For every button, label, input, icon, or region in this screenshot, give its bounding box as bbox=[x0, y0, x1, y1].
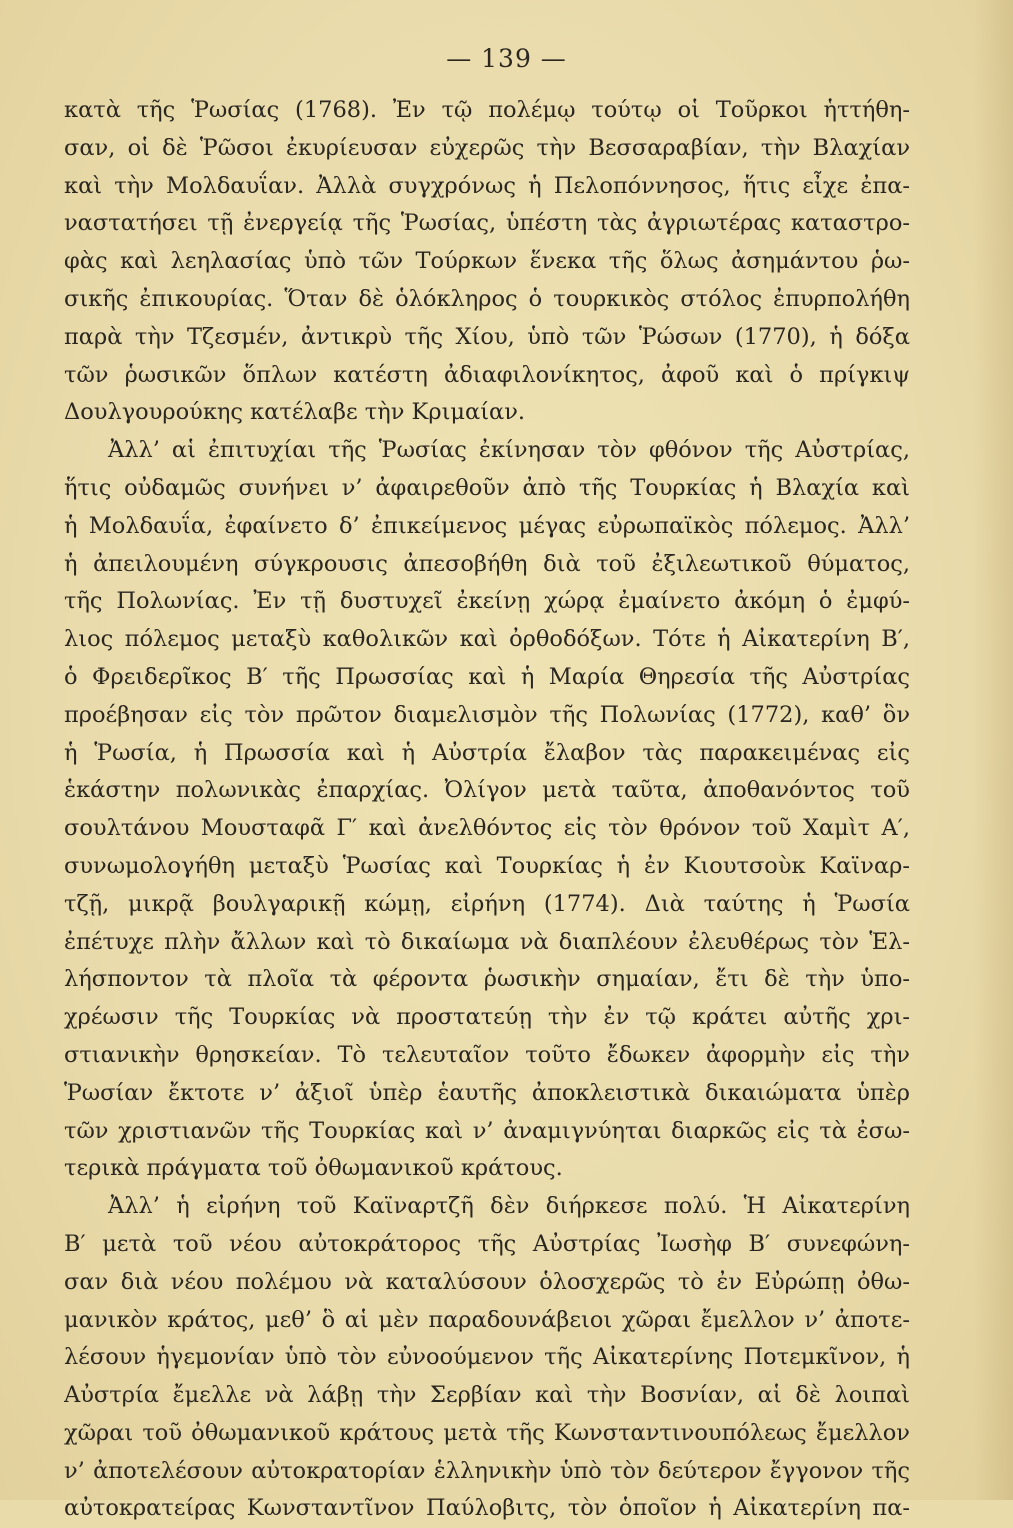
text-line: Ἀλλ’ αἱ ἐπιτυχίαι τῆς Ῥωσίας ἐκίνησαν τὸν φθόνον τῆς Αὐστρίας, bbox=[108, 437, 910, 464]
text-line: ἡ ἀπειλουμένη σύγκρουσις ἀπεσοβήθη διὰ τοῦ ἐξιλεωτικοῦ θύματος, bbox=[64, 550, 910, 577]
text-line: ἡ Ῥωσία, ἡ Πρωσσία καὶ ἡ Αὐστρία ἔλαβον τὰς παρακειμένας εἰς bbox=[64, 739, 910, 766]
text-line: στιανικὴν θρησκείαν. Τὸ τελευταῖον τοῦτο ἔδωκεν ἀφορμὴν εἰς τὴν bbox=[64, 1041, 910, 1068]
text-line: σαν διὰ νέου πολέμου νὰ καταλύσουν ὁλοσχερῶς τὸ ἐν Εὐρώπῃ ὀθω- bbox=[64, 1268, 910, 1295]
text-line: καὶ τὴν Μολδαυΐαν. Ἀλλὰ συγχρόνως ἡ Πελοπόννησος, ἥτις εἶχε ἐπα- bbox=[64, 172, 910, 199]
text-line: Ῥωσίαν ἔκτοτε ν’ ἀξιοῖ ὑπὲρ ἑαυτῆς ἀποκλειστικὰ δικαιώματα ὑπὲρ bbox=[64, 1079, 910, 1106]
text-line: ναστατήσει τῇ ἐνεργείᾳ τῆς Ῥωσίας, ὑπέστη τὰς ἀγριωτέρας καταστρο- bbox=[64, 210, 910, 237]
text-line: τερικὰ πράγματα τοῦ ὀθωμανικοῦ κράτους. bbox=[64, 1155, 563, 1182]
text-line: συνωμολογήθη μεταξὺ Ῥωσίας καὶ Τουρκίας ἡ ἐν Κιουτσοὺκ Καϊναρ- bbox=[64, 852, 910, 879]
text-line: χρέωσιν τῆς Τουρκίας νὰ προστατεύῃ τὴν ἐν τῷ κράτει αὐτῆς χρι- bbox=[64, 1004, 910, 1031]
text-line: Β′ μετὰ τοῦ νέου αὐτοκράτορος τῆς Αὐστρίας Ἰωσὴφ Β′ συνεφώνη- bbox=[64, 1230, 910, 1257]
text-line: ἑκάστην πολωνικὰς ἐπαρχίας. Ὀλίγον μετὰ ταῦτα, ἀποθανόντος τοῦ bbox=[64, 777, 910, 804]
text-line: λιος πόλεμος μεταξὺ καθολικῶν καὶ ὀρθοδόξων. Τότε ἡ Αἰκατερίνη Β′, bbox=[64, 626, 910, 653]
text-line: λήσποντον τὰ πλοῖα τὰ φέροντα ῥωσικὴν σημαίαν, ἔτι δὲ τὴν ὑπο- bbox=[64, 966, 910, 993]
text-line: τζῇ, μικρᾷ βουλγαρικῇ κώμῃ, εἰρήνη (1774). Διὰ ταύτης ἡ Ῥωσία bbox=[64, 890, 910, 917]
text-line: χῶραι τοῦ ὀθωμανικοῦ κράτους μετὰ τῆς Κωνσταντινουπόλεως ἔμελλον bbox=[64, 1419, 910, 1446]
text-line: τῶν ῥωσικῶν ὅπλων κατέστη ἀδιαφιλονίκητος, ἀφοῦ καὶ ὁ πρίγκιψ bbox=[64, 361, 910, 388]
text-line: αὐτοκρατείρας Κωνσταντῖνον Παύλοβιτς, τὸν ὁποῖον ἡ Αἰκατερίνη πα- bbox=[64, 1495, 910, 1522]
page-edge-shadow bbox=[973, 0, 1013, 1500]
text-line: λέσουν ἡγεμονίαν ὑπὸ τὸν εὐνοούμενον τῆς Αἰκατερίνης Ποτεμκῖνον, ἡ bbox=[64, 1344, 910, 1371]
text-line: ν’ ἀποτελέσουν αὐτοκρατορίαν ἑλληνικὴν ὑπὸ τὸν δεύτερον ἔγγονον τῆς bbox=[64, 1457, 910, 1484]
body-text bbox=[64, 92, 910, 1528]
page-number: — 139 — bbox=[446, 44, 567, 73]
text-line: σικῆς ἐπικουρίας. Ὅταν δὲ ὁλόκληρος ὁ τουρκικὸς στόλος ἐπυρπολήθη bbox=[64, 285, 910, 312]
text-line: παρὰ τὴν Τζεσμέν, ἀντικρὺ τῆς Χίου, ὑπὸ τῶν Ῥώσων (1770), ἡ δόξα bbox=[64, 323, 910, 350]
text-line: σαν, οἱ δὲ Ῥῶσοι ἐκυρίευσαν εὐχερῶς τὴν Βεσσαραβίαν, τὴν Βλαχίαν bbox=[64, 134, 910, 161]
text-line: ἥτις οὐδαμῶς συνήνει ν’ ἀφαιρεθοῦν ἀπὸ τῆς Τουρκίας ἡ Βλαχία καὶ bbox=[64, 474, 910, 501]
text-line: τῶν χριστιανῶν τῆς Τουρκίας καὶ ν’ ἀναμιγνύηται διαρκῶς εἰς τὰ ἐσω- bbox=[64, 1117, 910, 1144]
text-line: Δουλγουρούκης κατέλαβε τὴν Κριμαίαν. bbox=[64, 399, 526, 426]
text-line: ὁ Φρειδερῖκος Β′ τῆς Πρωσσίας καὶ ἡ Μαρία Θηρεσία τῆς Αὐστρίας bbox=[64, 663, 910, 690]
text-line: σουλτάνου Μουσταφᾶ Γ′ καὶ ἀνελθόντος εἰς τὸν θρόνον τοῦ Χαμὶτ Α′, bbox=[64, 815, 910, 842]
text-line: ἐπέτυχε πλὴν ἄλλων καὶ τὸ δικαίωμα νὰ διαπλέουν ἐλευθέρως τὸν Ἑλ- bbox=[64, 928, 910, 955]
text-line: μανικὸν κράτος, μεθ’ ὃ αἱ μὲν παραδουνάβειοι χῶραι ἔμελλον ν’ ἀποτε- bbox=[64, 1306, 910, 1333]
text-line: Αὐστρία ἔμελλε νὰ λάβῃ τὴν Σερβίαν καὶ τὴν Βοσνίαν, αἱ δὲ λοιπαὶ bbox=[64, 1382, 910, 1409]
text-line: ἡ Μολδαυΐα, ἐφαίνετο δ’ ἐπικείμενος μέγας εὐρωπαϊκὸς πόλεμος. Ἀλλ’ bbox=[64, 512, 910, 539]
text-line: Ἀλλ’ ἡ εἰρήνη τοῦ Καϊναρτζῆ δὲν διήρκεσε πολύ. Ἡ Αἰκατερίνη bbox=[108, 1193, 910, 1220]
text-line: φὰς καὶ λεηλασίας ὑπὸ τῶν Τούρκων ἕνεκα τῆς ὅλως ἀσημάντου ῥω- bbox=[64, 248, 910, 275]
text-line: προέβησαν εἰς τὸν πρῶτον διαμελισμὸν τῆς Πολωνίας (1772), καθ’ ὃν bbox=[64, 701, 910, 728]
text-line: κατὰ τῆς Ῥωσίας (1768). Ἐν τῷ πολέμῳ τούτῳ οἱ Τοῦρκοι ἡττήθη- bbox=[64, 97, 910, 123]
text-line: τῆς Πολωνίας. Ἐν τῇ δυστυχεῖ ἐκείνῃ χώρᾳ ἐμαίνετο ἀκόμη ὁ ἐμφύ- bbox=[64, 588, 910, 615]
